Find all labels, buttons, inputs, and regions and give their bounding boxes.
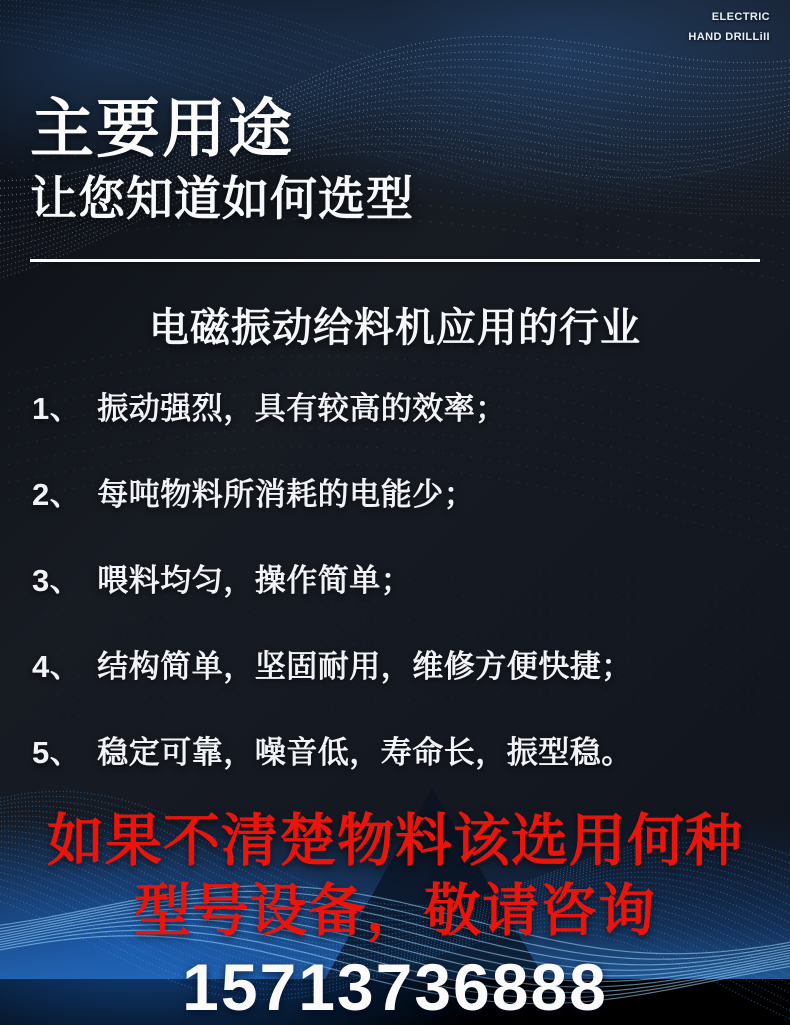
feature-item-4	[32, 641, 760, 686]
cta-line-2: 型号设备，敬请咨询	[134, 879, 656, 944]
header	[30, 0, 770, 225]
section-heading: 电磁振动给料机应用的行业	[149, 305, 641, 350]
feature-item-2	[32, 469, 760, 514]
feature-item-1	[32, 383, 760, 428]
feature-number: 5、	[32, 734, 82, 770]
feature-text: 喂料均匀，操作简单；	[97, 562, 413, 598]
brand-line-2: HAND DRILLiII	[688, 30, 770, 43]
brand-mark	[688, 8, 770, 48]
feature-number: 2、	[32, 476, 82, 512]
feature-number: 1、	[32, 390, 82, 426]
feature-list	[30, 383, 760, 772]
cta-line-1: 如果不清楚物料该选用何种	[47, 808, 743, 873]
feature-text: 稳定可靠，噪音低，寿命长，振型稳。	[97, 734, 633, 770]
feature-item-5	[32, 727, 760, 772]
feature-item-3	[32, 555, 760, 600]
feature-text: 结构简单，坚固耐用，维修方便快捷；	[97, 648, 633, 684]
divider-line	[30, 259, 760, 262]
feature-number: 4、	[32, 648, 82, 684]
feature-text: 每吨物料所消耗的电能少；	[97, 476, 476, 512]
brand-line-1: ELECTRIC	[711, 11, 770, 23]
cta-block	[30, 806, 760, 1025]
phone-number: 15713736888	[182, 949, 608, 1024]
page-subtitle: 让您知道如何选型	[30, 171, 414, 225]
page-title: 主要用途	[30, 93, 294, 165]
feature-text: 振动强烈，具有较高的效率；	[97, 390, 507, 426]
feature-number: 3、	[32, 562, 82, 598]
